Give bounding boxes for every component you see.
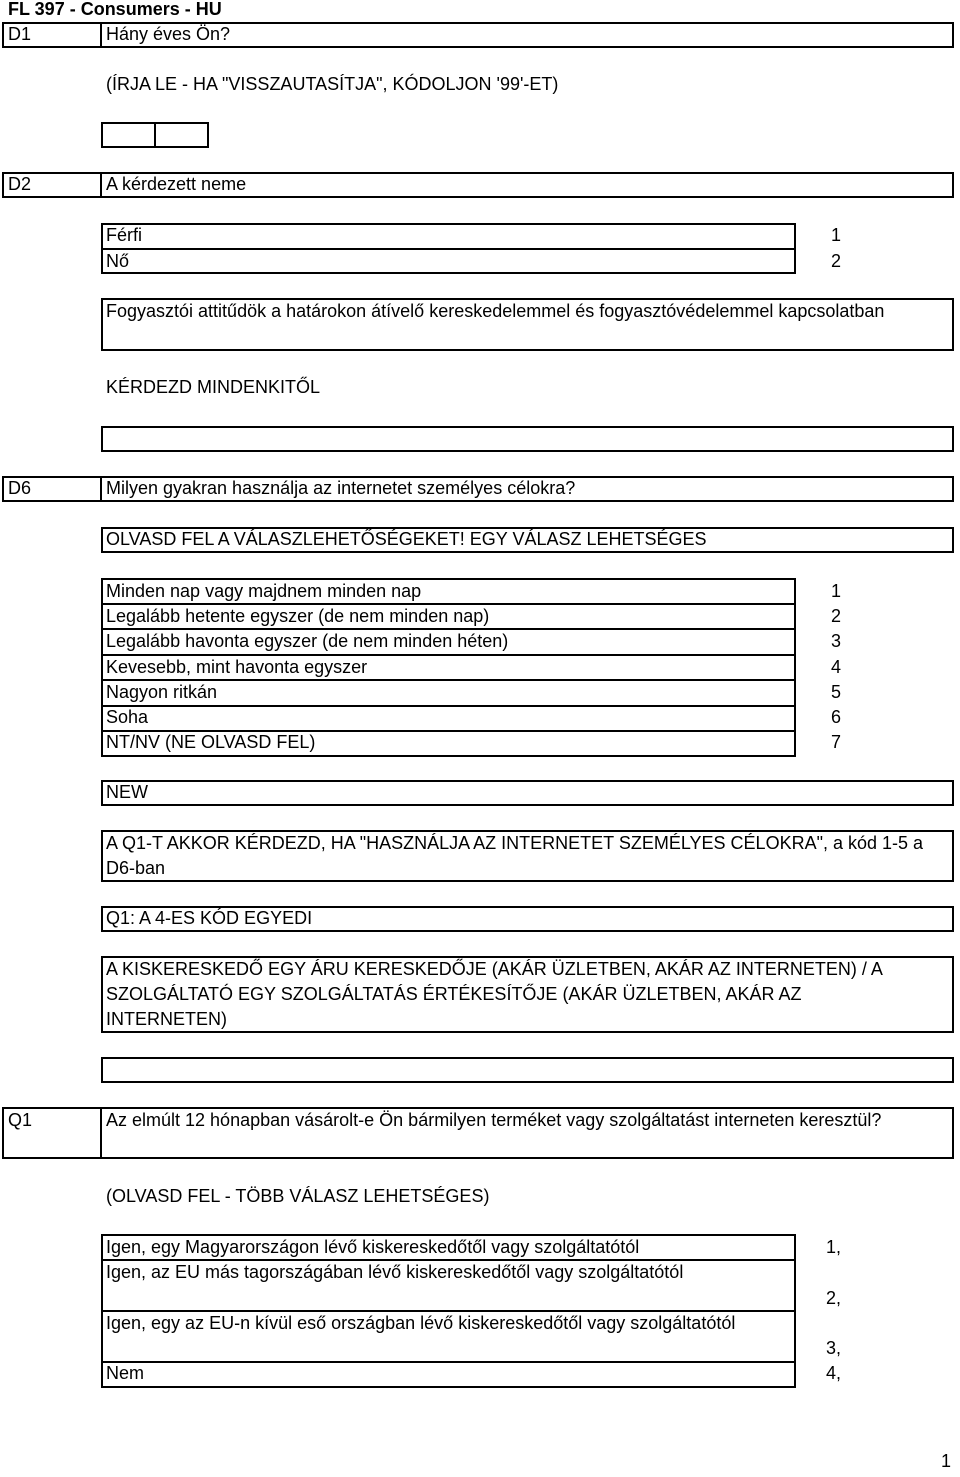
q1-option-label[interactable]: Nem [106,1363,145,1383]
d6-option-label[interactable]: Kevesebb, mint havonta egyszer [106,657,368,677]
empty-field-box [101,1057,954,1083]
d6-code: D6 [8,478,32,498]
q1-option-code: 1, [826,1237,842,1257]
row-divider [103,705,794,707]
column-divider [100,478,102,500]
q1-note: Q1: A 4-ES KÓD EGYEDI [106,908,313,928]
d2-question: A kérdezett neme [106,174,247,194]
d6-option-code: 7 [831,732,842,752]
d2-option-female-label[interactable]: Nő [106,251,130,271]
d6-option-code: 1 [831,581,842,601]
filter-note: A Q1-T AKKOR KÉRDEZD, HA "HASZNÁLJA AZ INTERNETET SZEMÉLYES CÉLOKRA", a kód 1-5 a D6-ban [106,833,924,878]
ask-all-instruction: KÉRDEZD MINDENKITŐL [106,377,321,397]
d6-option-code: 4 [831,657,842,677]
d6-option-label[interactable]: Legalább hetente egyszer (de nem minden nap) [106,606,490,626]
age-digit-1-input[interactable] [101,122,156,148]
section-title: Fogyasztói attitűdök a határokon átívelő kereskedelemmel és fogyasztóvédelemmel kapcsolatban [106,301,885,321]
q1-option-code: 2, [826,1288,842,1308]
d6-option-label[interactable]: NT/NV (NE OLVASD FEL) [106,732,316,752]
new-label-box [101,780,954,806]
d6-option-code: 2 [831,606,842,626]
d6-instruction: OLVASD FEL A VÁLASZLEHETŐSÉGEKET! EGY VÁLASZ LEHETSÉGES [106,529,707,549]
d6-option-code: 6 [831,707,842,727]
d1-instruction: (ÍRJA LE - HA "VISSZAUTASÍTJA", KÓDOLJON '99'-ET) [106,74,559,94]
d6-option-code: 3 [831,631,842,651]
column-divider [100,174,102,196]
d6-option-label[interactable]: Nagyon ritkán [106,682,218,702]
page-number: 1 [941,1451,952,1471]
q1-option-code: 4, [826,1363,842,1383]
d6-option-label[interactable]: Soha [106,707,149,727]
q1-code: Q1 [8,1110,33,1130]
q1-option-label[interactable]: Igen, egy Magyarországon lévő kiskereskedőtől vagy szolgáltatótól [106,1237,640,1257]
row-divider [103,1361,794,1363]
d6-question: Milyen gyakran használja az internetet személyes célokra? [106,478,576,498]
d1-question: Hány éves Ön? [106,24,231,44]
q1-option-code: 3, [826,1338,842,1358]
d6-option-label[interactable]: Minden nap vagy majdnem minden nap [106,581,422,601]
new-label: NEW [106,782,148,802]
row-divider [103,248,794,250]
d2-options-box [101,223,796,274]
d2-option-male-label[interactable]: Férfi [106,225,142,245]
q1-option-label[interactable]: Igen, az EU más tagországában lévő kiskereskedőtől vagy szolgáltatótól [106,1262,684,1282]
column-divider [100,1109,102,1157]
empty-field-box [101,426,954,452]
d2-option-female-code: 2 [831,251,842,271]
d1-code: D1 [8,24,32,44]
column-divider [100,24,102,46]
age-digit-2-input[interactable] [154,122,209,148]
document-title: FL 397 - Consumers - HU [8,0,222,19]
q1-instruction: (OLVASD FEL - TÖBB VÁLASZ LEHETSÉGES) [106,1186,490,1206]
d2-code: D2 [8,174,32,194]
d6-option-label[interactable]: Legalább havonta egyszer (de nem minden héten) [106,631,509,651]
d2-option-male-code: 1 [831,225,842,245]
d6-option-code: 5 [831,682,842,702]
q1-question: Az elmúlt 12 hónapban vásárolt-e Ön bármilyen terméket vagy szolgáltatást interneten keresztül? [106,1110,882,1130]
definition-text: A KISKERESKEDŐ EGY ÁRU KERESKEDŐJE (AKÁR ÜZLETBEN, AKÁR AZ INTERNETEN) / A SZOLGÁLTATÓ EGY SZOLGÁLTATÁS ÉRTÉKESÍTŐJE (AKÁR ÜZLETBEN, AKÁR AZ INTERNETEN) [106,959,882,1029]
q1-option-label[interactable]: Igen, egy az EU-n kívül eső országban lévő kiskereskedőtől vagy szolgáltatótól [106,1313,736,1333]
